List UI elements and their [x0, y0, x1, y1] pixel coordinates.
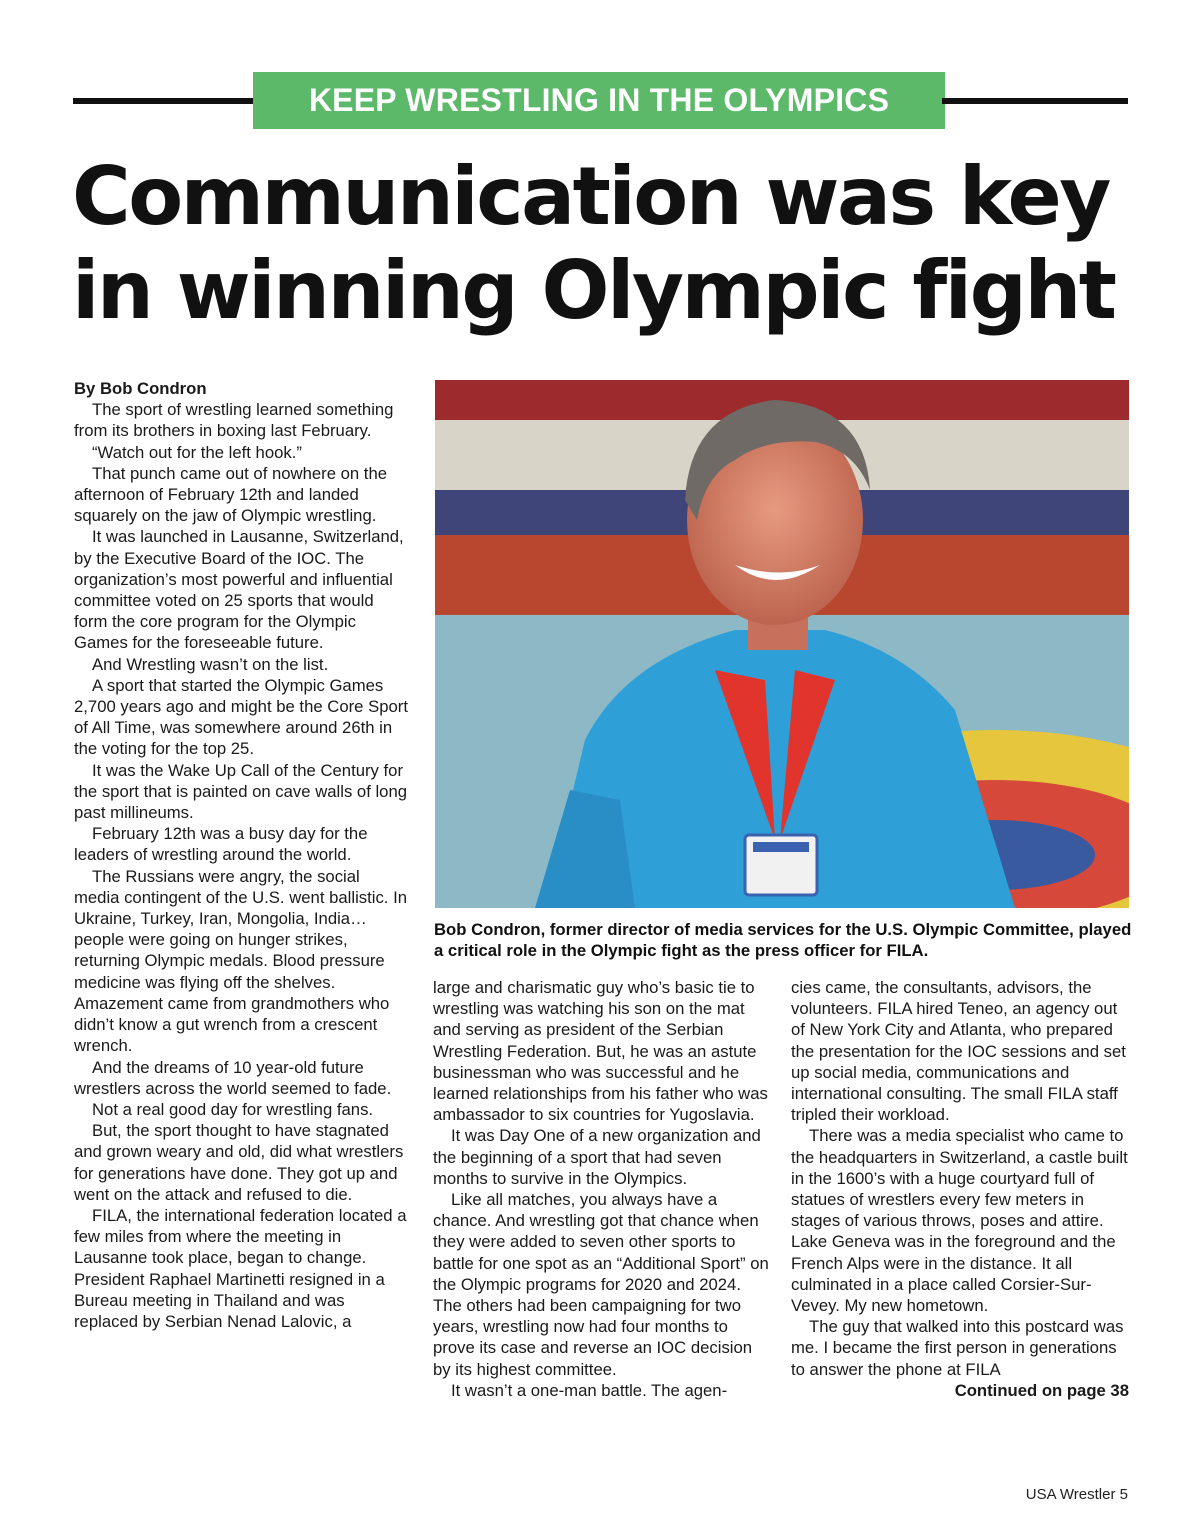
paragraph: A sport that started the Olympic Games 2,700 years ago and might be the Core Sport of All Time, was somewhere around 26th in the voting for the top 25. [74, 675, 408, 759]
paragraph: And the dreams of 10 year-old future wrestlers across the world seemed to fade. [74, 1057, 392, 1098]
paragraph: February 12th was a busy day for the leaders of wrestling around the world. [74, 824, 368, 865]
paragraph: Like all matches, you always have a chance. And wrestling got that chance when they were added to seven other sports to battle for one spot as an “Additional Sport” on the Olympic programs for 2020 and 2024. The others had been campaigning for two years, wrestling now had four months to prove its case and reverse an IOC decision by its highest committee. [433, 1190, 769, 1379]
paragraph: The Russians were angry, the social media contingent of the U.S. went ballistic. In Ukraine, Turkey, Iran, Mongolia, India…people were going on hunger strikes, returning Olympic medals. Blood pressure medicine was flying off the shelves. Amazement came from grandmothers who didn’t know a gut wrench from a crescent wrench. [74, 866, 408, 1056]
paragraph: It was launched in Lausanne, Switzerland, by the Executive Board of the IOC. The organization’s most powerful and influential committee voted on 25 sports that would form the core program for the Olympic Games for the foreseeable future. [74, 527, 404, 653]
paragraph: “Watch out for the left hook.” [92, 442, 302, 462]
paragraph: It wasn’t a one-man battle. The agen- [451, 1380, 728, 1400]
headline [72, 150, 1142, 338]
article-column-2 [433, 977, 771, 1401]
paragraph: FILA, the international federation located a few miles from where the meeting in Lausanne took place, began to change. President Raphael Martinetti resigned in a Bureau meeting in Thailand and was replaced by Serbian Nenad Lalovic, a [74, 1205, 407, 1331]
article-column-1 [74, 378, 409, 1332]
paragraph: There was a media specialist who came to the headquarters in Switzerland, a castle built in the 1600’s with a huge courtyard full of statues of wrestlers every few meters in stages of various throws, poses and attire. Lake Geneva was in the foreground and the French Alps were in the distance. It all culminated in a place called Corsier-Sur-Vevey. My new hometown. [791, 1126, 1128, 1316]
header-rule-right [942, 98, 1128, 104]
paragraph: And Wrestling wasn’t on the list. [92, 654, 329, 674]
paragraph: The guy that walked into this postcard was me. I became the first person in generations to answer the phone at FILA [791, 1317, 1124, 1379]
article-photo [435, 380, 1129, 908]
header-rule-left [73, 98, 255, 104]
page-folio: USA Wrestler 5 [1025, 1486, 1128, 1503]
photo-caption: Bob Condron, former director of media services for the U.S. Olympic Committee, played a critical role in the Olympic fight as the press officer for FILA. [434, 920, 1132, 960]
paragraph: cies came, the consultants, advisors, the volunteers. FILA hired Teneo, an agency out of New York City and Atlanta, who prepared the presentation for the IOC sessions and set up social media, communications and international consulting. The small FILA staff tripled their workload. [791, 978, 1126, 1125]
byline: By Bob Condron [74, 379, 207, 398]
continued-note: Continued on page 38 [954, 1380, 1129, 1400]
paragraph: The sport of wrestling learned something from its brothers in boxing last February. [74, 400, 394, 441]
paragraph: It was Day One of a new organization and the beginning of a sport that had seven months to survive in the Olympics. [433, 1126, 761, 1188]
headline-line-2: in winning Olympic fight [72, 244, 1115, 337]
paragraph: It was the Wake Up Call of the Century for the sport that is painted on cave walls of long past millineums. [74, 760, 408, 823]
section-banner: KEEP WRESTLING IN THE OLYMPICS [253, 72, 945, 129]
paragraph: large and charismatic guy who’s basic tie to wrestling was watching his son on the mat and serving as president of the Serbian Wrestling Federation. But, he was an astute businessman who was successful and he learned relationships from his father who was ambassador to six countries for Yugoslavia. [433, 978, 768, 1125]
article-column-3 [791, 977, 1129, 1401]
paragraph: Not a real good day for wrestling fans. [92, 1099, 374, 1119]
paragraph: But, the sport thought to have stagnated and grown weary and old, did what wrestlers for generations have done. They got up and went on the attack and refused to die. [74, 1121, 404, 1204]
headline-line-1: Communication was key [72, 150, 1109, 243]
paragraph: That punch came out of nowhere on the afternoon of February 12th and landed squarely on the jaw of Olympic wrestling. [74, 463, 388, 526]
